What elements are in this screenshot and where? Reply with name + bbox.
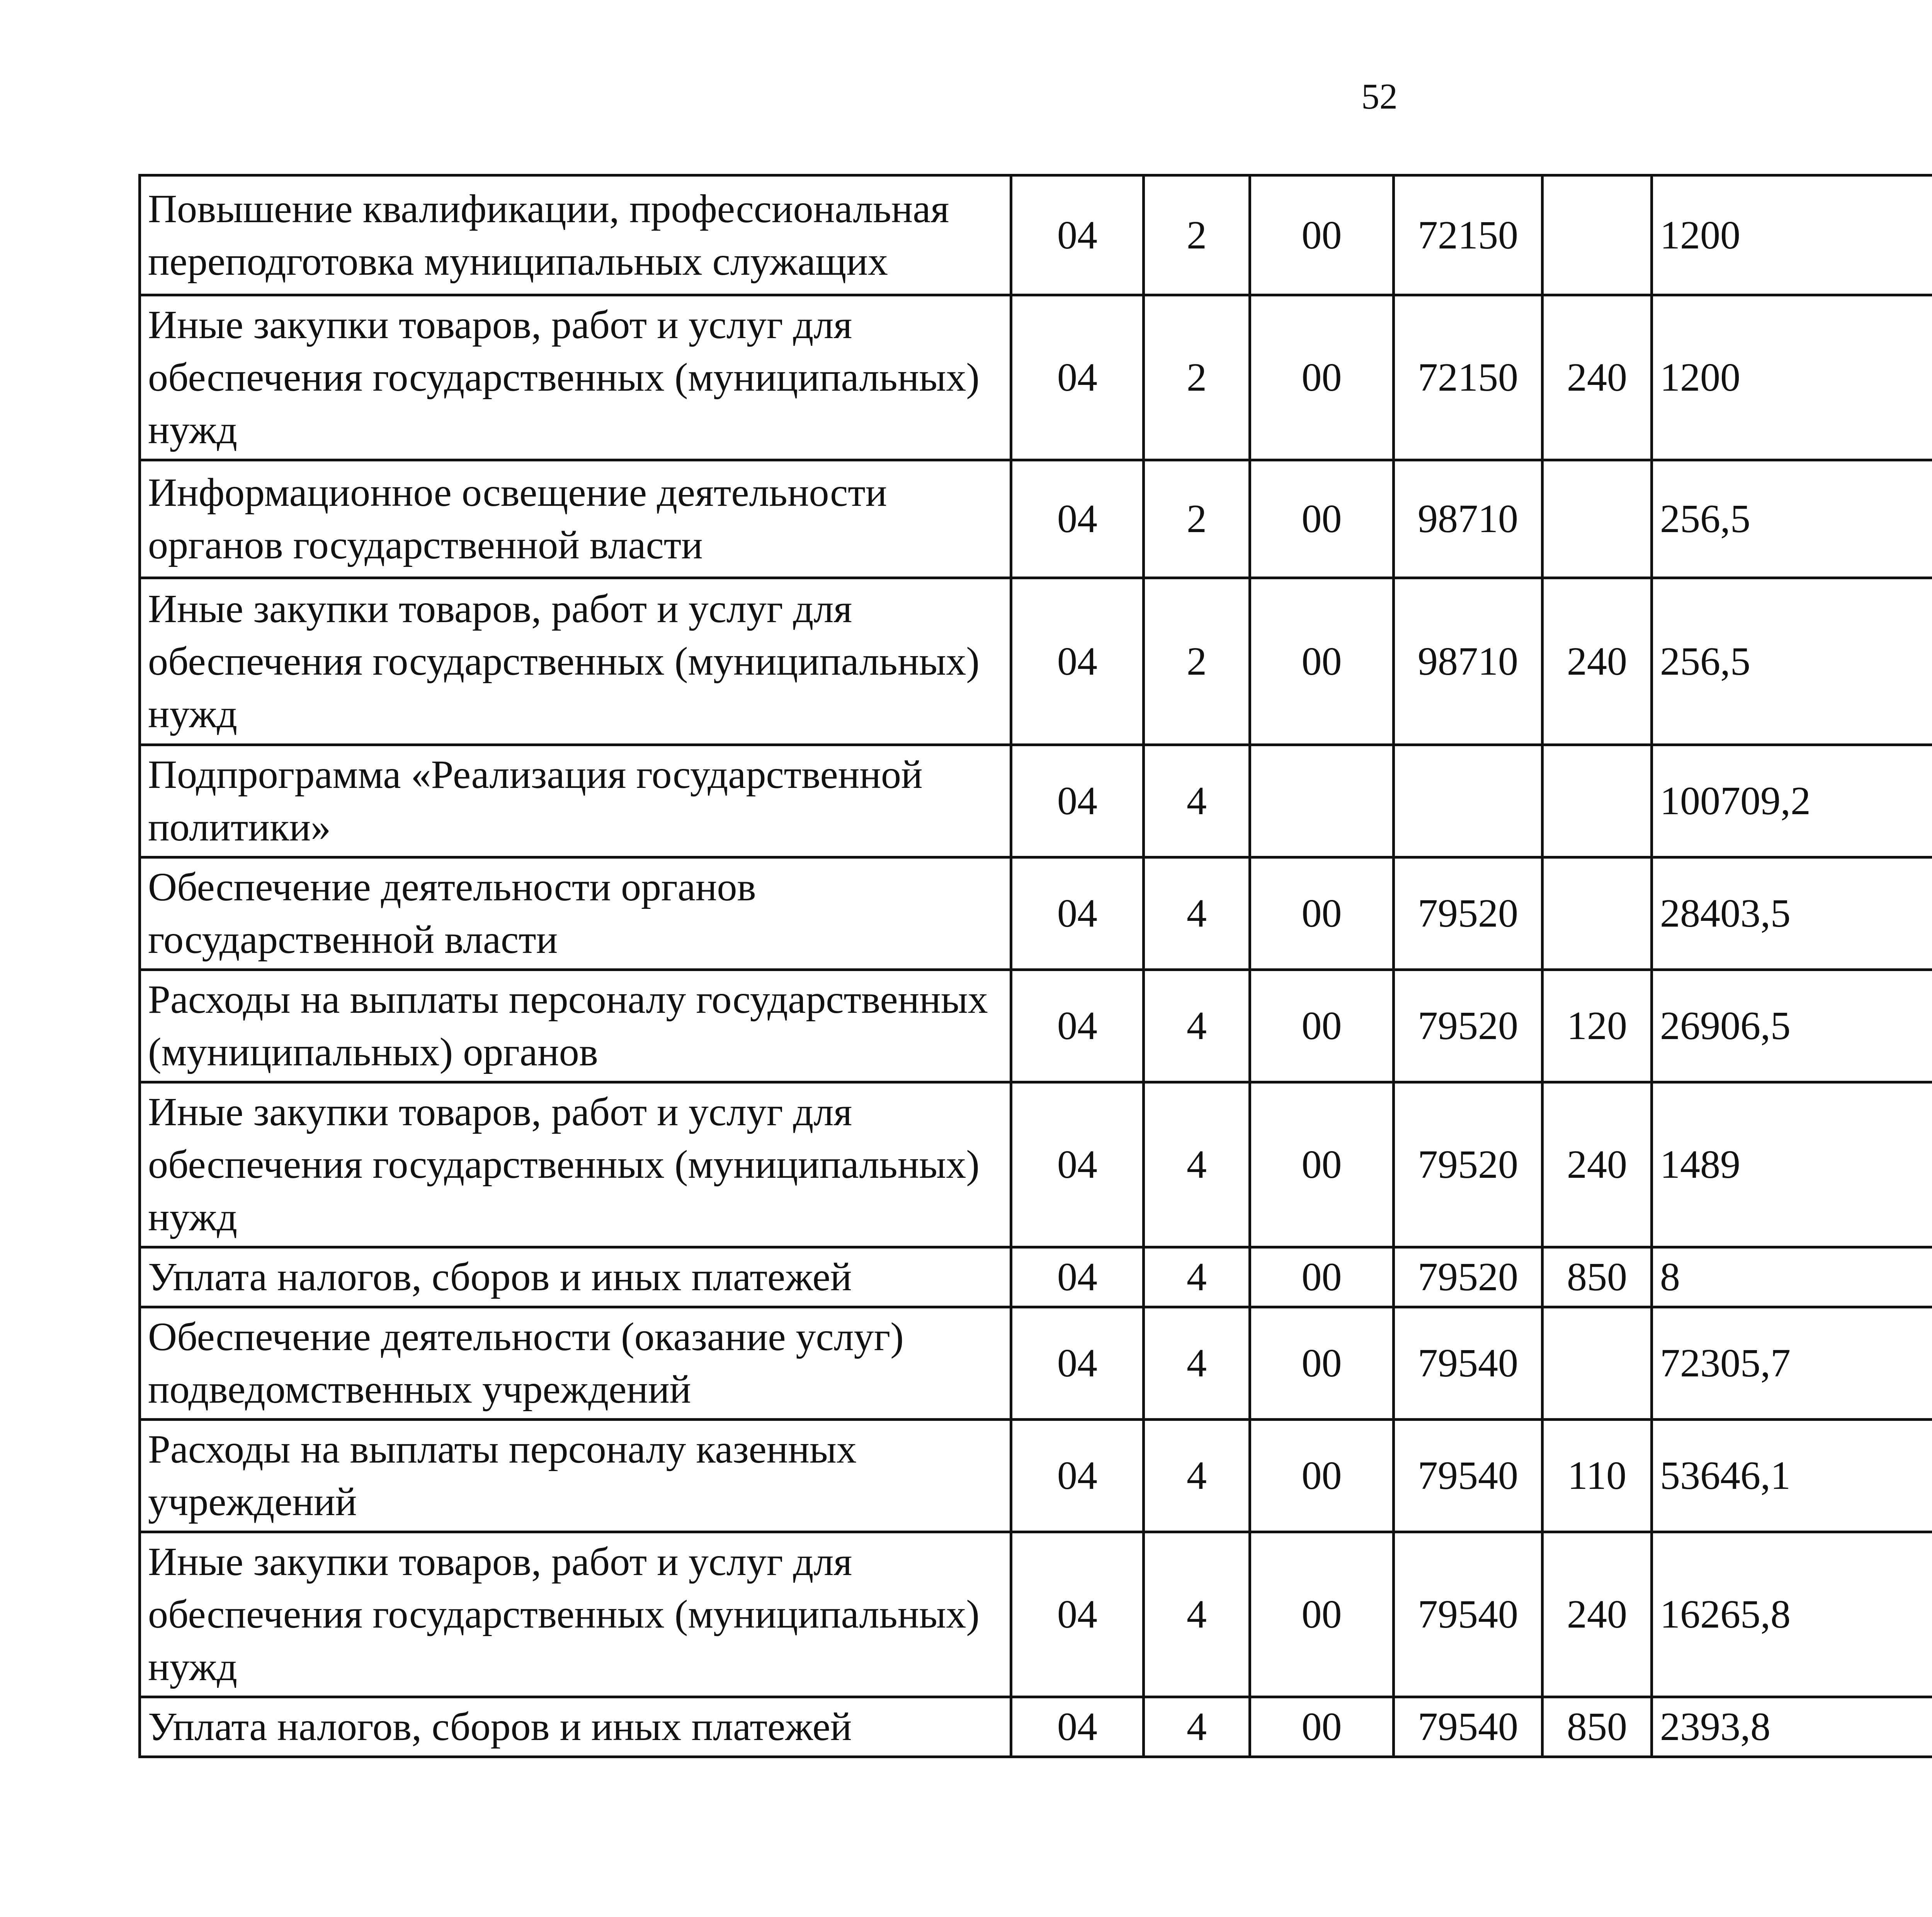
section-code: 04 — [1011, 1532, 1144, 1697]
target-article-code: 98710 — [1394, 460, 1543, 578]
subprogram-code: 4 — [1144, 1247, 1250, 1307]
section-code: 04 — [1011, 1247, 1144, 1307]
amount-year-1: 8 — [1652, 1247, 1932, 1307]
section-code: 04 — [1011, 578, 1144, 745]
expense-type-code: 120 — [1543, 970, 1652, 1082]
table-row — [140, 1307, 1932, 1420]
subprogram-code: 4 — [1144, 1697, 1250, 1757]
subprogram-code: 2 — [1144, 295, 1250, 460]
subprogram-code: 4 — [1144, 745, 1250, 857]
target-article-code: 72150 — [1394, 295, 1543, 460]
row-name: Иные закупки товаров, работ и услуг для обеспечения государственных (муниципальных) нужд — [140, 578, 1011, 745]
target-article-code: 79540 — [1394, 1307, 1543, 1420]
amount-year-1: 1200 — [1652, 175, 1932, 295]
budget-table — [138, 174, 1932, 1758]
target-article-code — [1394, 745, 1543, 857]
main-event-code: 00 — [1250, 578, 1394, 745]
section-code: 04 — [1011, 175, 1144, 295]
row-name: Повышение квалификации, профессиональная переподготовка муниципальных служащих — [140, 175, 1011, 295]
section-code: 04 — [1011, 1082, 1144, 1247]
amount-year-1: 53646,1 — [1652, 1420, 1932, 1532]
table-row — [140, 1697, 1932, 1757]
row-name: Расходы на выплаты персоналу государственных (муниципальных) органов — [140, 970, 1011, 1082]
section-code: 04 — [1011, 1420, 1144, 1532]
expense-type-code: 110 — [1543, 1420, 1652, 1532]
expense-type-code — [1543, 745, 1652, 857]
table-row — [140, 1532, 1932, 1697]
row-name: Уплата налогов, сборов и иных платежей — [140, 1697, 1011, 1757]
expense-type-code — [1543, 460, 1652, 578]
page-number: 52 — [1361, 77, 1398, 117]
target-article-code: 79540 — [1394, 1420, 1543, 1532]
target-article-code: 79540 — [1394, 1532, 1543, 1697]
main-event-code: 00 — [1250, 460, 1394, 578]
subprogram-code: 4 — [1144, 1307, 1250, 1420]
table-row — [140, 295, 1932, 460]
section-code: 04 — [1011, 1307, 1144, 1420]
main-event-code: 00 — [1250, 1697, 1394, 1757]
expense-type-code: 240 — [1543, 578, 1652, 745]
target-article-code: 79540 — [1394, 1697, 1543, 1757]
expense-type-code: 850 — [1543, 1247, 1652, 1307]
row-name: Иные закупки товаров, работ и услуг для обеспечения государственных (муниципальных) нужд — [140, 295, 1011, 460]
expense-type-code: 240 — [1543, 1532, 1652, 1697]
target-article-code: 72150 — [1394, 175, 1543, 295]
table-row — [140, 1082, 1932, 1247]
amount-year-1: 256,5 — [1652, 578, 1932, 745]
row-name: Уплата налогов, сборов и иных платежей — [140, 1247, 1011, 1307]
row-name: Расходы на выплаты персоналу казенных учреждений — [140, 1420, 1011, 1532]
subprogram-code: 2 — [1144, 460, 1250, 578]
expense-type-code: 240 — [1543, 1082, 1652, 1247]
row-name: Информационное освещение деятельности органов государственной власти — [140, 460, 1011, 578]
expense-type-code: 850 — [1543, 1697, 1652, 1757]
amount-year-1: 2393,8 — [1652, 1697, 1932, 1757]
amount-year-1: 100709,2 — [1652, 745, 1932, 857]
amount-year-1: 1200 — [1652, 295, 1932, 460]
main-event-code: 00 — [1250, 1307, 1394, 1420]
table-row — [140, 175, 1932, 295]
subprogram-code: 4 — [1144, 970, 1250, 1082]
table-row — [140, 857, 1932, 970]
subprogram-code: 2 — [1144, 578, 1250, 745]
main-event-code: 00 — [1250, 1082, 1394, 1247]
section-code: 04 — [1011, 1697, 1144, 1757]
row-name: Иные закупки товаров, работ и услуг для обеспечения государственных (муниципальных) нужд — [140, 1532, 1011, 1697]
row-name: Иные закупки товаров, работ и услуг для обеспечения государственных (муниципальных) нужд — [140, 1082, 1011, 1247]
target-article-code: 79520 — [1394, 1247, 1543, 1307]
subprogram-code: 4 — [1144, 1082, 1250, 1247]
main-event-code: 00 — [1250, 1420, 1394, 1532]
amount-year-1: 16265,8 — [1652, 1532, 1932, 1697]
table-row — [140, 578, 1932, 745]
target-article-code: 79520 — [1394, 1082, 1543, 1247]
section-code: 04 — [1011, 970, 1144, 1082]
expense-type-code — [1543, 1307, 1652, 1420]
expense-type-code — [1543, 857, 1652, 970]
budget-table-body — [140, 175, 1932, 1757]
subprogram-code: 4 — [1144, 1420, 1250, 1532]
amount-year-1: 256,5 — [1652, 460, 1932, 578]
main-event-code: 00 — [1250, 295, 1394, 460]
amount-year-1: 26906,5 — [1652, 970, 1932, 1082]
main-event-code: 00 — [1250, 857, 1394, 970]
main-event-code: 00 — [1250, 1532, 1394, 1697]
section-code: 04 — [1011, 745, 1144, 857]
section-code: 04 — [1011, 857, 1144, 970]
table-row — [140, 460, 1932, 578]
row-name: Обеспечение деятельности (оказание услуг) подведомственных учреждений — [140, 1307, 1011, 1420]
table-row — [140, 745, 1932, 857]
subprogram-code: 2 — [1144, 175, 1250, 295]
table-row — [140, 1247, 1932, 1307]
expense-type-code: 240 — [1543, 295, 1652, 460]
expense-type-code — [1543, 175, 1652, 295]
section-code: 04 — [1011, 460, 1144, 578]
target-article-code: 79520 — [1394, 970, 1543, 1082]
row-name: Обеспечение деятельности органов государственной власти — [140, 857, 1011, 970]
main-event-code: 00 — [1250, 175, 1394, 295]
subprogram-code: 4 — [1144, 857, 1250, 970]
main-event-code: 00 — [1250, 1247, 1394, 1307]
target-article-code: 79520 — [1394, 857, 1543, 970]
main-event-code: 00 — [1250, 970, 1394, 1082]
table-row — [140, 1420, 1932, 1532]
amount-year-1: 28403,5 — [1652, 857, 1932, 970]
amount-year-1: 1489 — [1652, 1082, 1932, 1247]
row-name: Подпрограмма «Реализация государственной политики» — [140, 745, 1011, 857]
main-event-code — [1250, 745, 1394, 857]
section-code: 04 — [1011, 295, 1144, 460]
table-row — [140, 970, 1932, 1082]
amount-year-1: 72305,7 — [1652, 1307, 1932, 1420]
target-article-code: 98710 — [1394, 578, 1543, 745]
subprogram-code: 4 — [1144, 1532, 1250, 1697]
